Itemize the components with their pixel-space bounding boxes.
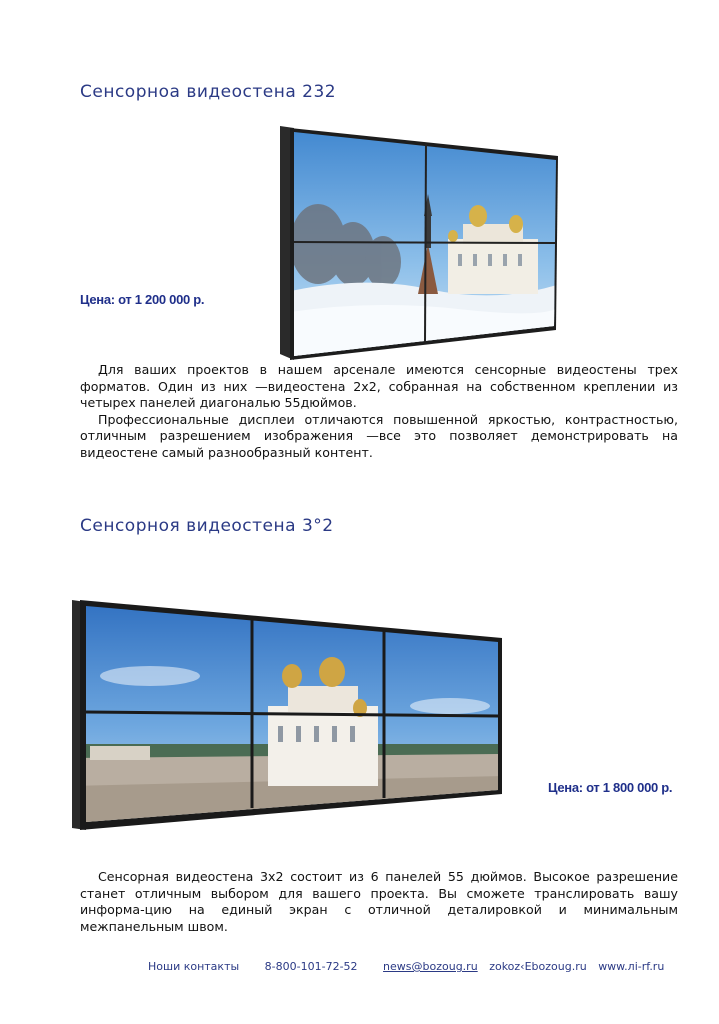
section2-price: Цена: от 1 800 000 р.	[548, 780, 673, 795]
footer-email-2[interactable]: zokoz‹Ebozoug.ru	[489, 960, 587, 973]
footer-site-link[interactable]: www.лi-rf.ru	[598, 960, 665, 973]
section1-text	[80, 362, 678, 461]
section1-paragraph-1: Для ваших проектов в нашем арсенале имеются сенсорные видеостены трех форматов. Один из них —видеостена 2х2, собранная на собственном креплении из четырех панелей диагональю 55дюймов.	[80, 362, 678, 410]
footer-contacts	[148, 960, 686, 973]
section2-title: Сенсорноя видеостена 3°2	[80, 516, 334, 536]
footer-label: Ноши контакты	[148, 960, 240, 973]
footer-phone[interactable]: 8-800-101-72-52	[264, 960, 358, 973]
section2-text	[80, 869, 678, 935]
section1-title: Сенсорноа видеостена 232	[80, 82, 337, 102]
section2-paragraph: Сенсорная видеостена 3х2 состоит из 6 панелей 55 дюймов. Высокое разрешение станет отличным выбором для вашего проекта. Вы сможете транслировать вашу информа-цию на единый экран с отличной деталировкой и минимальным межпанельным швом.	[80, 869, 678, 934]
section1-price: Цена: от 1 200 000 р.	[80, 292, 205, 307]
video-wall-3x2-image	[70, 596, 502, 832]
footer-email-link[interactable]: news@bozoug.ru	[383, 960, 478, 973]
section1-paragraph-2: Профессиональные дисплеи отличаются повышенной яркостью, контрастностью, отличным разрешением изображения —все это позволяет демонстрировать на видеостене самый разнообразный контент.	[80, 411, 678, 460]
video-wall-2x2-image	[278, 124, 560, 360]
